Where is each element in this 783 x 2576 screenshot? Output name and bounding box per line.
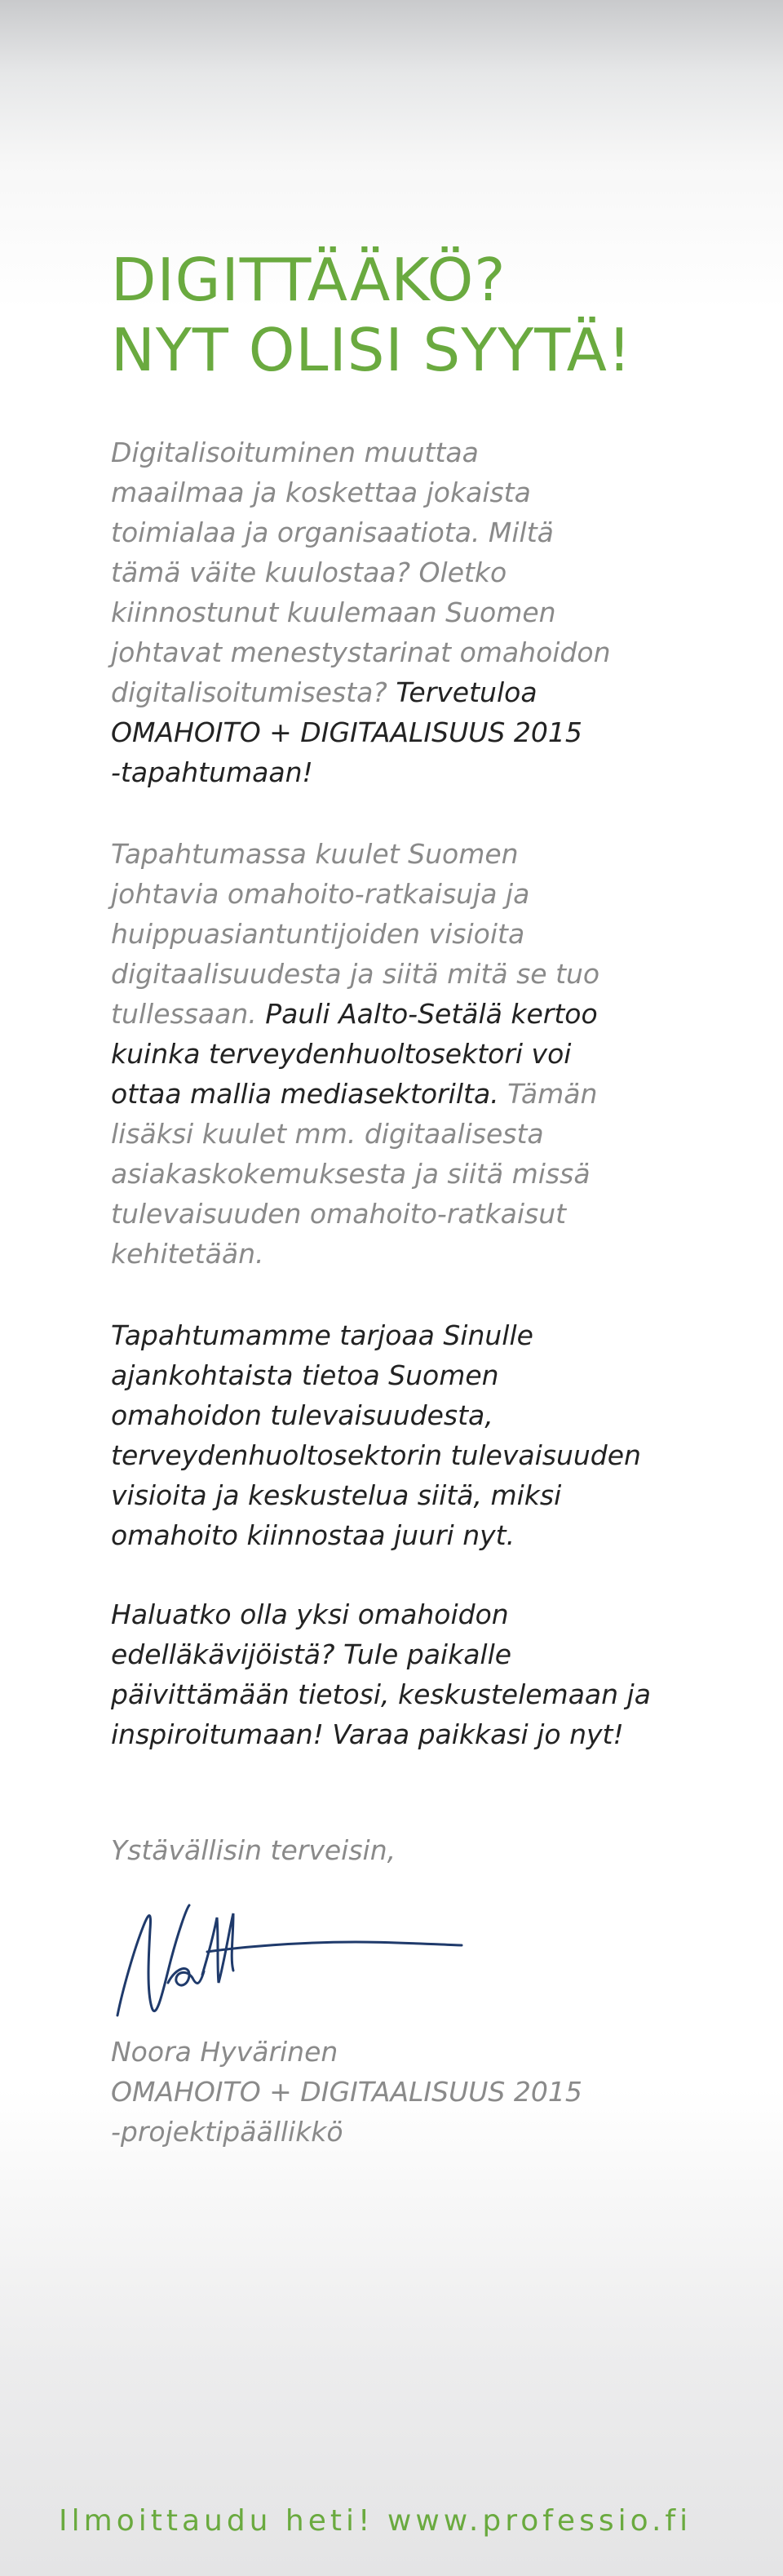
footer-registration-link[interactable]: Ilmoittaudu heti! www.professio.fi <box>59 2504 692 2538</box>
details-speaker: Pauli Aalto-Setälä kertoo <box>256 998 598 1030</box>
invite-line: Haluatko olla yksi omahoidon <box>111 1598 509 1630</box>
invite-line: edelläkävijöistä? Tule paikalle <box>111 1638 512 1670</box>
signer-role: -projektipäällikkö <box>111 2116 343 2148</box>
signer-name: Noora Hyvärinen <box>111 2036 338 2068</box>
intro-event-suffix: -tapahtumaan! <box>111 756 313 788</box>
intro-line: tämä väite kuulostaa? Oletko <box>111 556 507 588</box>
intro-line: johtavat menestystarinat omahoidon <box>111 636 611 668</box>
offer-line: terveydenhuoltosektorin tulevaisuuden <box>111 1439 641 1471</box>
details-line: tulevaisuuden omahoito-ratkaisut <box>111 1198 567 1230</box>
details-line: johtavia omahoito-ratkaisuja ja <box>111 878 530 910</box>
offer-line: omahoito kiinnostaa juuri nyt. <box>111 1519 515 1551</box>
closing-greeting: Ystävällisin terveisin, <box>111 1834 396 1866</box>
invite-line: inspiroitumaan! Varaa paikkasi jo nyt! <box>111 1718 624 1750</box>
invite-paragraph <box>111 1594 682 1754</box>
offer-line: visioita ja keskustelua siitä, miksi <box>111 1479 562 1511</box>
intro-welcome: Tervetuloa <box>387 676 537 708</box>
details-line: digitaalisuudesta ja siitä mitä se tuo <box>111 958 600 990</box>
details-line: huippuasiantuntijoiden visioita <box>111 918 525 950</box>
headline <box>111 245 698 385</box>
details-line: Tämän <box>498 1078 598 1110</box>
invite-line: päivittämään tietosi, keskustelemaan ja <box>111 1678 651 1710</box>
intro-line: toimialaa ja organisaatiota. Miltä <box>111 517 554 548</box>
details-speaker-topic: kuinka terveydenhuoltosektori voi <box>111 1038 572 1070</box>
intro-line: Digitalisoituminen muuttaa <box>111 437 479 468</box>
details-line: tullessaan. <box>111 998 257 1030</box>
intro-event-name: OMAHOITO + DIGITAALISUUS 2015 <box>111 716 582 748</box>
headline-line-1: DIGITTÄÄKÖ? <box>111 246 507 314</box>
offer-line: omahoidon tulevaisuudesta, <box>111 1399 493 1431</box>
offer-line: ajankohtaista tietoa Suomen <box>111 1359 499 1391</box>
signer-block <box>111 2032 582 2152</box>
intro-line: digitalisoitumisesta? <box>111 676 387 708</box>
signature <box>111 1893 478 2032</box>
details-line: asiakaskokemuksesta ja siitä missä <box>111 1158 591 1190</box>
details-line: lisäksi kuulet mm. digitaalisesta <box>111 1118 544 1150</box>
headline-line-2: NYT OLISI SYYTÄ! <box>111 316 632 384</box>
offer-line: Tapahtumamme tarjoaa Sinulle <box>111 1319 533 1351</box>
offer-paragraph <box>111 1315 682 1555</box>
details-speaker-topic-end: ottaa mallia mediasektorilta. <box>111 1078 499 1110</box>
details-paragraph <box>111 834 682 1274</box>
intro-line: kiinnostunut kuulemaan Suomen <box>111 596 556 628</box>
signer-event: OMAHOITO + DIGITAALISUUS 2015 <box>111 2076 582 2108</box>
details-line: kehitetään. <box>111 1238 264 1270</box>
details-line: Tapahtumassa kuulet Suomen <box>111 838 519 870</box>
intro-paragraph <box>111 432 682 792</box>
intro-line: maailmaa ja koskettaa jokaista <box>111 477 531 508</box>
